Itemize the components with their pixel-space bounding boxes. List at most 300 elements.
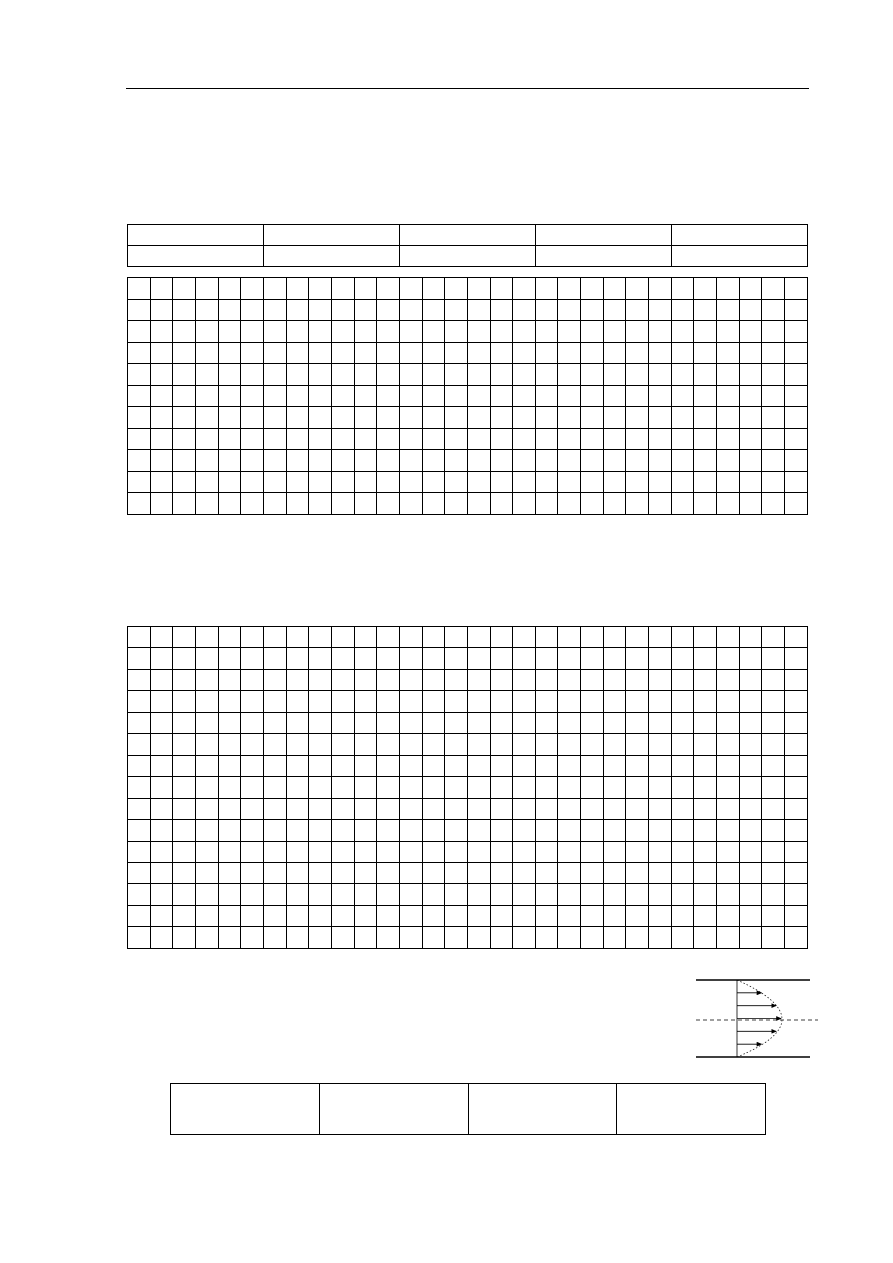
grid-bottom-cell — [535, 905, 558, 926]
grid-bottom-cell — [490, 905, 513, 926]
grid-bottom-cell — [309, 755, 332, 776]
grid-bottom-cell — [173, 841, 196, 862]
info-table-cell — [264, 246, 400, 267]
grid-top-cell — [286, 407, 309, 429]
grid-bottom-cell — [128, 627, 151, 648]
grid-top-cell — [377, 364, 400, 386]
grid-bottom-cell — [558, 884, 581, 905]
grid-bottom-cell — [626, 820, 649, 841]
grid-bottom-cell — [445, 669, 468, 690]
grid-bottom-cell — [263, 820, 286, 841]
grid-bottom-cell — [195, 798, 218, 819]
grid-bottom-cell — [513, 820, 536, 841]
grid-bottom-cell — [739, 734, 762, 755]
grid-top-cell — [626, 428, 649, 450]
grid-bottom-cell — [762, 820, 785, 841]
grid-top-cell — [717, 471, 740, 493]
grid-top-cell — [286, 299, 309, 321]
grid-top-cell — [354, 385, 377, 407]
grid-bottom-cell — [377, 841, 400, 862]
grid-bottom-row — [128, 798, 808, 819]
grid-bottom-cell — [581, 798, 604, 819]
grid-bottom-cell — [399, 712, 422, 733]
grid-bottom-cell — [558, 734, 581, 755]
result-table-cell — [171, 1084, 320, 1135]
grid-top-cell — [422, 299, 445, 321]
grid-bottom-cell — [558, 691, 581, 712]
grid-top-cell — [762, 385, 785, 407]
info-table-cell — [536, 246, 672, 267]
grid-bottom-cell — [128, 820, 151, 841]
grid-top-cell — [263, 321, 286, 343]
grid-bottom-row — [128, 841, 808, 862]
grid-bottom-cell — [173, 777, 196, 798]
grid-bottom-cell — [241, 627, 264, 648]
grid-bottom-cell — [581, 691, 604, 712]
grid-bottom-cell — [354, 798, 377, 819]
grid-bottom-cell — [467, 884, 490, 905]
grid-bottom-cell — [150, 627, 173, 648]
grid-bottom-cell — [195, 820, 218, 841]
grid-top-cell — [649, 471, 672, 493]
grid-top-cell — [173, 278, 196, 300]
grid-bottom-row — [128, 648, 808, 669]
grid-top-cell — [467, 321, 490, 343]
grid-bottom-cell — [785, 777, 808, 798]
grid-top-cell — [717, 493, 740, 515]
grid-bottom-cell — [785, 648, 808, 669]
grid-bottom-cell — [739, 841, 762, 862]
grid-top-cell — [286, 321, 309, 343]
grid-bottom-cell — [513, 905, 536, 926]
grid-bottom-cell — [490, 820, 513, 841]
grid-bottom-cell — [717, 927, 740, 949]
grid-bottom-cell — [490, 798, 513, 819]
grid-bottom-cell — [354, 691, 377, 712]
grid-bottom-cell — [354, 734, 377, 755]
grid-top-cell — [513, 321, 536, 343]
grid-top-cell — [558, 385, 581, 407]
grid-bottom-cell — [128, 691, 151, 712]
grid-top-cell — [739, 428, 762, 450]
grid-bottom-cell — [128, 777, 151, 798]
grid-top-cell — [195, 493, 218, 515]
grid-bottom-cell — [558, 905, 581, 926]
grid-bottom-cell — [150, 755, 173, 776]
grid-top-cell — [309, 407, 332, 429]
grid-bottom-cell — [467, 755, 490, 776]
grid-top-cell — [445, 299, 468, 321]
grid-top-cell — [218, 342, 241, 364]
grid-bottom-cell — [173, 862, 196, 883]
grid-bottom-cell — [535, 862, 558, 883]
grid-top-cell — [309, 493, 332, 515]
grid-top-cell — [467, 428, 490, 450]
grid-top-cell — [399, 493, 422, 515]
grid-top-cell — [717, 428, 740, 450]
grid-top-cell — [445, 407, 468, 429]
grid-top-cell — [649, 342, 672, 364]
grid-top-cell — [717, 364, 740, 386]
grid-top-cell — [671, 321, 694, 343]
grid-top-cell — [762, 321, 785, 343]
grid-top-cell — [263, 493, 286, 515]
grid-top-cell — [331, 471, 354, 493]
grid-top-row — [128, 450, 808, 472]
grid-bottom-cell — [581, 669, 604, 690]
grid-bottom-cell — [535, 884, 558, 905]
grid-bottom-cell — [331, 669, 354, 690]
info-table-cell — [400, 246, 536, 267]
grid-bottom-cell — [603, 862, 626, 883]
grid-bottom-cell — [263, 927, 286, 949]
grid-bottom-cell — [671, 669, 694, 690]
grid-top-cell — [694, 493, 717, 515]
grid-bottom-cell — [445, 755, 468, 776]
grid-top-cell — [671, 407, 694, 429]
grid-bottom-cell — [513, 648, 536, 669]
grid-top-cell — [195, 385, 218, 407]
grid-bottom-cell — [422, 712, 445, 733]
grid-bottom-cell — [490, 841, 513, 862]
grid-top-cell — [263, 407, 286, 429]
grid-top-cell — [581, 299, 604, 321]
grid-top-cell — [785, 493, 808, 515]
grid-top-cell — [331, 321, 354, 343]
grid-bottom-row — [128, 777, 808, 798]
grid-bottom-cell — [173, 820, 196, 841]
grid-bottom-cell — [150, 734, 173, 755]
grid-top-cell — [241, 407, 264, 429]
grid-top-cell — [150, 428, 173, 450]
grid-top-cell — [603, 299, 626, 321]
grid-bottom-cell — [241, 905, 264, 926]
grid-bottom-cell — [603, 841, 626, 862]
grid-top-cell — [445, 385, 468, 407]
info-table-row — [128, 246, 808, 267]
grid-bottom-cell — [309, 841, 332, 862]
info-table-cell — [672, 246, 808, 267]
grid-bottom-cell — [241, 841, 264, 862]
grid-bottom-row — [128, 820, 808, 841]
grid-top-cell — [399, 407, 422, 429]
grid-top-cell — [150, 299, 173, 321]
grid-top-cell — [626, 364, 649, 386]
grid-bottom-cell — [603, 627, 626, 648]
grid-top-cell — [263, 471, 286, 493]
grid-bottom-cell — [309, 712, 332, 733]
grid-bottom-cell — [649, 841, 672, 862]
grid-bottom-cell — [128, 669, 151, 690]
grid-top-cell — [603, 364, 626, 386]
grid-bottom-cell — [762, 669, 785, 690]
grid-bottom-cell — [649, 627, 672, 648]
grid-bottom-cell — [694, 905, 717, 926]
grid-bottom-cell — [195, 841, 218, 862]
grid-bottom-cell — [739, 798, 762, 819]
grid-top-cell — [535, 385, 558, 407]
grid-top-cell — [626, 385, 649, 407]
grid-top-cell — [535, 342, 558, 364]
grid-top-cell — [354, 471, 377, 493]
grid-bottom-cell — [649, 669, 672, 690]
grid-bottom-row — [128, 927, 808, 949]
grid-top-cell — [762, 342, 785, 364]
grid-bottom-cell — [286, 712, 309, 733]
grid-top-cell — [422, 450, 445, 472]
grid-top-cell — [649, 321, 672, 343]
grid-bottom-row — [128, 905, 808, 926]
grid-bottom-cell — [195, 691, 218, 712]
grid-bottom-cell — [331, 627, 354, 648]
grid-bottom-cell — [694, 798, 717, 819]
grid-bottom-cell — [671, 884, 694, 905]
grid-bottom-cell — [377, 669, 400, 690]
grid-bottom-cell — [241, 669, 264, 690]
grid-top-cell — [195, 278, 218, 300]
grid-bottom-cell — [581, 627, 604, 648]
grid-bottom-cell — [558, 798, 581, 819]
grid-bottom-cell — [513, 927, 536, 949]
grid-top-cell — [762, 299, 785, 321]
grid-top-cell — [513, 342, 536, 364]
grid-top-cell — [150, 450, 173, 472]
grid-top-cell — [309, 299, 332, 321]
grid-bottom-cell — [671, 712, 694, 733]
grid-bottom-cell — [422, 798, 445, 819]
grid-bottom-cell — [649, 884, 672, 905]
grid-bottom-cell — [399, 627, 422, 648]
grid-bottom-cell — [694, 862, 717, 883]
grid-bottom-cell — [694, 734, 717, 755]
grid-top-cell — [581, 493, 604, 515]
grid-top-cell — [173, 407, 196, 429]
grid-top-cell — [263, 428, 286, 450]
grid-bottom-cell — [128, 841, 151, 862]
grid-bottom-cell — [762, 862, 785, 883]
grid-top-cell — [717, 450, 740, 472]
grid-bottom-cell — [377, 927, 400, 949]
grid-top-cell — [128, 428, 151, 450]
grid-top-cell — [331, 385, 354, 407]
grid-bottom-cell — [513, 841, 536, 862]
grid-top-cell — [218, 321, 241, 343]
grid-top-cell — [309, 450, 332, 472]
grid-top-cell — [626, 278, 649, 300]
grid-top-cell — [785, 278, 808, 300]
grid-top-cell — [513, 385, 536, 407]
grid-top-cell — [309, 278, 332, 300]
grid-top-cell — [535, 471, 558, 493]
grid-bottom-cell — [422, 691, 445, 712]
grid-bottom-cell — [535, 648, 558, 669]
grid-top-cell — [762, 471, 785, 493]
grid-top-cell — [377, 299, 400, 321]
grid-bottom-cell — [626, 862, 649, 883]
grid-bottom-cell — [739, 820, 762, 841]
grid-bottom-cell — [195, 905, 218, 926]
grid-top-cell — [558, 471, 581, 493]
grid-bottom-cell — [694, 927, 717, 949]
grid-bottom-cell — [354, 927, 377, 949]
grid-bottom-cell — [694, 648, 717, 669]
grid-top-cell — [399, 299, 422, 321]
grid-bottom-cell — [445, 927, 468, 949]
grid-bottom-cell — [422, 669, 445, 690]
grid-top-cell — [581, 407, 604, 429]
grid-top-cell — [331, 493, 354, 515]
grid-bottom-cell — [558, 712, 581, 733]
grid-bottom-cell — [717, 862, 740, 883]
grid-bottom-cell — [218, 905, 241, 926]
grid-bottom-cell — [739, 691, 762, 712]
grid-top-cell — [422, 364, 445, 386]
grid-top-cell — [649, 299, 672, 321]
grid-bottom-cell — [150, 777, 173, 798]
grid-bottom-cell — [717, 905, 740, 926]
grid-bottom-cell — [467, 905, 490, 926]
grid-bottom-cell — [535, 841, 558, 862]
grid-top-row — [128, 299, 808, 321]
grid-bottom-cell — [399, 820, 422, 841]
grid-bottom-cell — [241, 712, 264, 733]
grid-bottom-cell — [513, 712, 536, 733]
grid-bottom-cell — [603, 755, 626, 776]
grid-top-cell — [739, 385, 762, 407]
grid-bottom-cell — [626, 927, 649, 949]
grid-bottom-cell — [603, 712, 626, 733]
grid-bottom-cell — [286, 691, 309, 712]
grid-top-cell — [263, 342, 286, 364]
grid-top-cell — [354, 321, 377, 343]
grid-bottom-cell — [377, 862, 400, 883]
grid-top-cell — [422, 321, 445, 343]
grid-bottom-cell — [535, 798, 558, 819]
grid-bottom-cell — [218, 712, 241, 733]
grid-bottom-cell — [445, 627, 468, 648]
grid-bottom-cell — [399, 669, 422, 690]
grid-bottom-cell — [241, 777, 264, 798]
grid-bottom-row — [128, 691, 808, 712]
info-table — [127, 224, 808, 267]
grid-bottom-cell — [173, 927, 196, 949]
grid-bottom-cell — [263, 905, 286, 926]
grid-top-cell — [671, 299, 694, 321]
grid-bottom-cell — [671, 648, 694, 669]
grid-bottom-cell — [286, 884, 309, 905]
grid-bottom-cell — [490, 755, 513, 776]
grid-top-cell — [671, 471, 694, 493]
grid-top-cell — [739, 493, 762, 515]
grid-top-cell — [286, 278, 309, 300]
grid-top-cell — [377, 278, 400, 300]
grid-top-cell — [785, 428, 808, 450]
grid-bottom-cell — [467, 734, 490, 755]
grid-top-cell — [717, 299, 740, 321]
grid-bottom-cell — [173, 884, 196, 905]
grid-bottom-cell — [309, 669, 332, 690]
grid-top-cell — [490, 278, 513, 300]
grid-bottom-cell — [467, 627, 490, 648]
grid-bottom-cell — [445, 905, 468, 926]
grid-top-cell — [377, 321, 400, 343]
grid-top-cell — [626, 342, 649, 364]
grid-top-cell — [399, 471, 422, 493]
grid-bottom-cell — [603, 884, 626, 905]
grid-bottom-cell — [581, 927, 604, 949]
grid-bottom-cell — [467, 712, 490, 733]
grid-bottom-cell — [331, 648, 354, 669]
grid-top-cell — [558, 428, 581, 450]
grid-top-cell — [241, 428, 264, 450]
grid-bottom-cell — [399, 755, 422, 776]
grid-bottom-cell — [581, 734, 604, 755]
grid-top-cell — [603, 385, 626, 407]
grid-bottom-cell — [195, 755, 218, 776]
grid-bottom-cell — [535, 627, 558, 648]
grid-top-cell — [535, 278, 558, 300]
info-table-cell — [536, 225, 672, 246]
grid-bottom-cell — [626, 798, 649, 819]
grid-top-cell — [626, 321, 649, 343]
grid-bottom-cell — [785, 691, 808, 712]
grid-top-cell — [399, 342, 422, 364]
grid-bottom-cell — [422, 755, 445, 776]
grid-top-cell — [195, 471, 218, 493]
grid-bottom-cell — [717, 884, 740, 905]
grid-top-cell — [671, 278, 694, 300]
grid-top-cell — [218, 407, 241, 429]
grid-top-cell — [377, 385, 400, 407]
grid-bottom-cell — [286, 820, 309, 841]
grid-top-cell — [195, 321, 218, 343]
grid-bottom-cell — [785, 905, 808, 926]
grid-top-cell — [467, 493, 490, 515]
grid-top-row — [128, 385, 808, 407]
grid-top-cell — [218, 278, 241, 300]
grid-bottom-cell — [649, 734, 672, 755]
grid-top-cell — [128, 342, 151, 364]
grid-top-cell — [694, 278, 717, 300]
grid-bottom-cell — [581, 884, 604, 905]
grid-bottom-cell — [377, 627, 400, 648]
grid-top-cell — [150, 493, 173, 515]
grid-bottom-cell — [467, 648, 490, 669]
grid-bottom-cell — [785, 862, 808, 883]
grid-top-cell — [739, 278, 762, 300]
grid-top-cell — [445, 428, 468, 450]
result-table-cell — [617, 1084, 766, 1135]
grid-bottom-cell — [603, 820, 626, 841]
grid-bottom-cell — [717, 777, 740, 798]
grid-bottom-cell — [241, 691, 264, 712]
grid-bottom-cell — [513, 755, 536, 776]
grid-bottom-cell — [467, 820, 490, 841]
grid-bottom-cell — [331, 691, 354, 712]
grid-bottom-cell — [263, 691, 286, 712]
grid-top-cell — [490, 385, 513, 407]
grid-top-cell — [490, 493, 513, 515]
grid-top-cell — [354, 428, 377, 450]
grid-top-cell — [445, 471, 468, 493]
grid-bottom-cell — [581, 862, 604, 883]
grid-bottom-cell — [717, 648, 740, 669]
grid-bottom-cell — [445, 798, 468, 819]
grid-bottom-row — [128, 734, 808, 755]
grid-bottom-cell — [445, 884, 468, 905]
grid-bottom-cell — [445, 777, 468, 798]
grid-top-cell — [241, 299, 264, 321]
